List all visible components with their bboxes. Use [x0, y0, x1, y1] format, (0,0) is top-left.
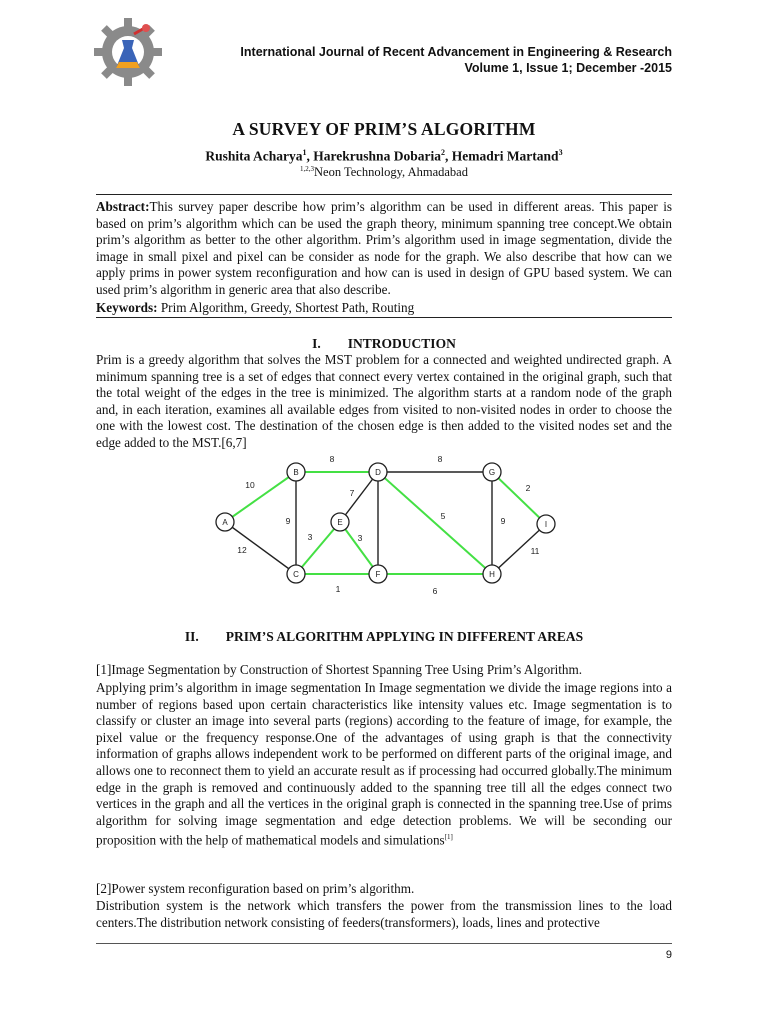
- author-name: Harekrushna Dobaria: [313, 148, 441, 164]
- journal-volume: Volume 1, Issue 1; December -2015: [464, 61, 672, 75]
- keywords-text: Prim Algorithm, Greedy, Shortest Path, Routing: [160, 300, 415, 315]
- edge-weight-label: 6: [432, 586, 438, 596]
- image-segmentation-paragraph: [96, 680, 672, 849]
- affiliation-text: Neon Technology, Ahmadabad: [314, 165, 468, 180]
- graph-edge-a-c: [225, 522, 296, 574]
- edge-weight-label: 2: [525, 483, 531, 493]
- author-list: Rushita Acharya$^1$, Harekrushna Dobaria$^2$, Hemadri Martand$^3$: [205, 148, 563, 164]
- node-label: A: [222, 518, 228, 527]
- edge-weight-label: 12: [237, 545, 247, 555]
- journal-header: [240, 44, 672, 76]
- keywords-label: Keywords:: [96, 300, 158, 315]
- subsection-power-system: [2]Power system reconfiguration based on prim’s algorithm.: [96, 881, 415, 896]
- graph-edge-e-f: [340, 522, 378, 574]
- footer-rule: [96, 943, 672, 944]
- author-sup: 2: [440, 148, 445, 157]
- introduction-paragraph: Prim is a greedy algorithm that solves the MST problem for a connected and weighted undirected graph. A minimum spanning tree is a set of edges that connect every vertex contained in the original graph, such that the total weight of the edges in the tree is minimized. The algorithm starts at a random node of the graph and, in each iteration, examines all available edges from visited to non-visited nodes in order to choose the one with the lowest cost. The destination of the chosen edge is then added to the visited nodes set and the edge added to the MST.[6,7]: [96, 352, 672, 450]
- section-heading-introduction: I. INTRODUCTION: [312, 336, 456, 351]
- edge-weight-label: 8: [437, 454, 443, 464]
- edge-weight-label: 3: [307, 532, 313, 542]
- abstract: [96, 199, 672, 299]
- subsection-image-segmentation: [1]Image Segmentation by Construction of Shortest Spanning Tree Using Prim’s Algorithm.: [96, 662, 583, 677]
- abstract-label: Abstract:: [96, 199, 150, 214]
- node-label: D: [375, 468, 381, 477]
- author-name: Hemadri Martand: [451, 148, 559, 164]
- node-label: H: [489, 570, 495, 579]
- power-system-paragraph: Distribution system is the network which transfers the power from the transmission lines to the load centers.The distribution network consisting of feeders(transformers), loads, lines and protective: [96, 898, 672, 930]
- graph-edge-d-h: [378, 472, 492, 574]
- node-label: B: [293, 468, 299, 477]
- edge-weight-label: 9: [285, 516, 291, 526]
- keywords: [96, 300, 672, 317]
- page-number: 9: [665, 949, 672, 961]
- edge-weight-label: 5: [440, 511, 446, 521]
- edge-weight-label: 11: [530, 546, 540, 556]
- journal-name: International Journal of Recent Advancement in Engineering & Research: [240, 45, 672, 59]
- abstract-text: This survey paper describe how prim’s algorithm can be used in different areas. This paper is based on prim’s algorithm which can be used the graph theory, minimum spanning tree concept.We obtain prim’s algorithm as better to the other algorithm. Prim’s algorithm used in image segmentation, divide the image in small pixel and pixel can be consider as node for the graph. We also describe that how can we apply prims in power system reconfiguration and how can is used in design of GPU based system. We can used prim’s algorithm in generic area that also describe.: [96, 199, 672, 297]
- graph-edge-a-b: [225, 472, 296, 522]
- citation: [1]: [444, 833, 453, 842]
- edge-weight-label: 10: [245, 480, 255, 490]
- graph-figure: [200, 450, 570, 600]
- edge-weight-label: 3: [357, 533, 363, 543]
- node-label: E: [337, 518, 343, 527]
- author-sup: 3: [558, 148, 563, 157]
- journal-logo: [88, 12, 168, 92]
- edge-weight-label: 1: [335, 584, 341, 594]
- section-heading-applications: II. PRIM’S ALGORITHM APPLYING IN DIFFERENT AREAS: [184, 629, 584, 644]
- node-label: F: [375, 570, 381, 579]
- paragraph-text: Applying prim’s algorithm in image segmentation In Image segmentation we divide the image regions into a number of regions based upon certain characteristics like intensity values etc. Image segmentation is to classify or cluster an image into several parts (regions) according to the feature of image, for example, the pixel value or the frequency response.One of the advantages of using graph is that the connectivity information of graphs allows independent work to be performed on different parts of the original image, and allows one to reconnect them to yield an accurate result as if processing had occurred globally.The minimum edge in the graph is removed and continuously added to the spanning tree till all the edges connect two vertices in the graph and all the vertices in the original graph is connected in the spanning tree.Use of prims algorithm for solving image segmentation and edge detection problems. We will be seconding our proposition with the help of mathematical models and simulations: [96, 680, 672, 848]
- graph-edge-c-e: [296, 522, 340, 574]
- author-sup: 1: [302, 148, 307, 157]
- paper-title: A SURVEY OF PRIM’S ALGORITHM: [232, 119, 536, 139]
- edge-weight-label: 8: [329, 454, 335, 464]
- node-label: G: [488, 468, 496, 477]
- edge-weight-label: 7: [349, 488, 355, 498]
- edge-weight-label: 9: [500, 516, 506, 526]
- author-name: Rushita Acharya: [205, 148, 303, 164]
- affiliation-sup: 1,2,3: [300, 165, 315, 173]
- affiliation: [0, 165, 768, 180]
- node-label: I: [544, 520, 548, 529]
- node-label: C: [293, 570, 299, 579]
